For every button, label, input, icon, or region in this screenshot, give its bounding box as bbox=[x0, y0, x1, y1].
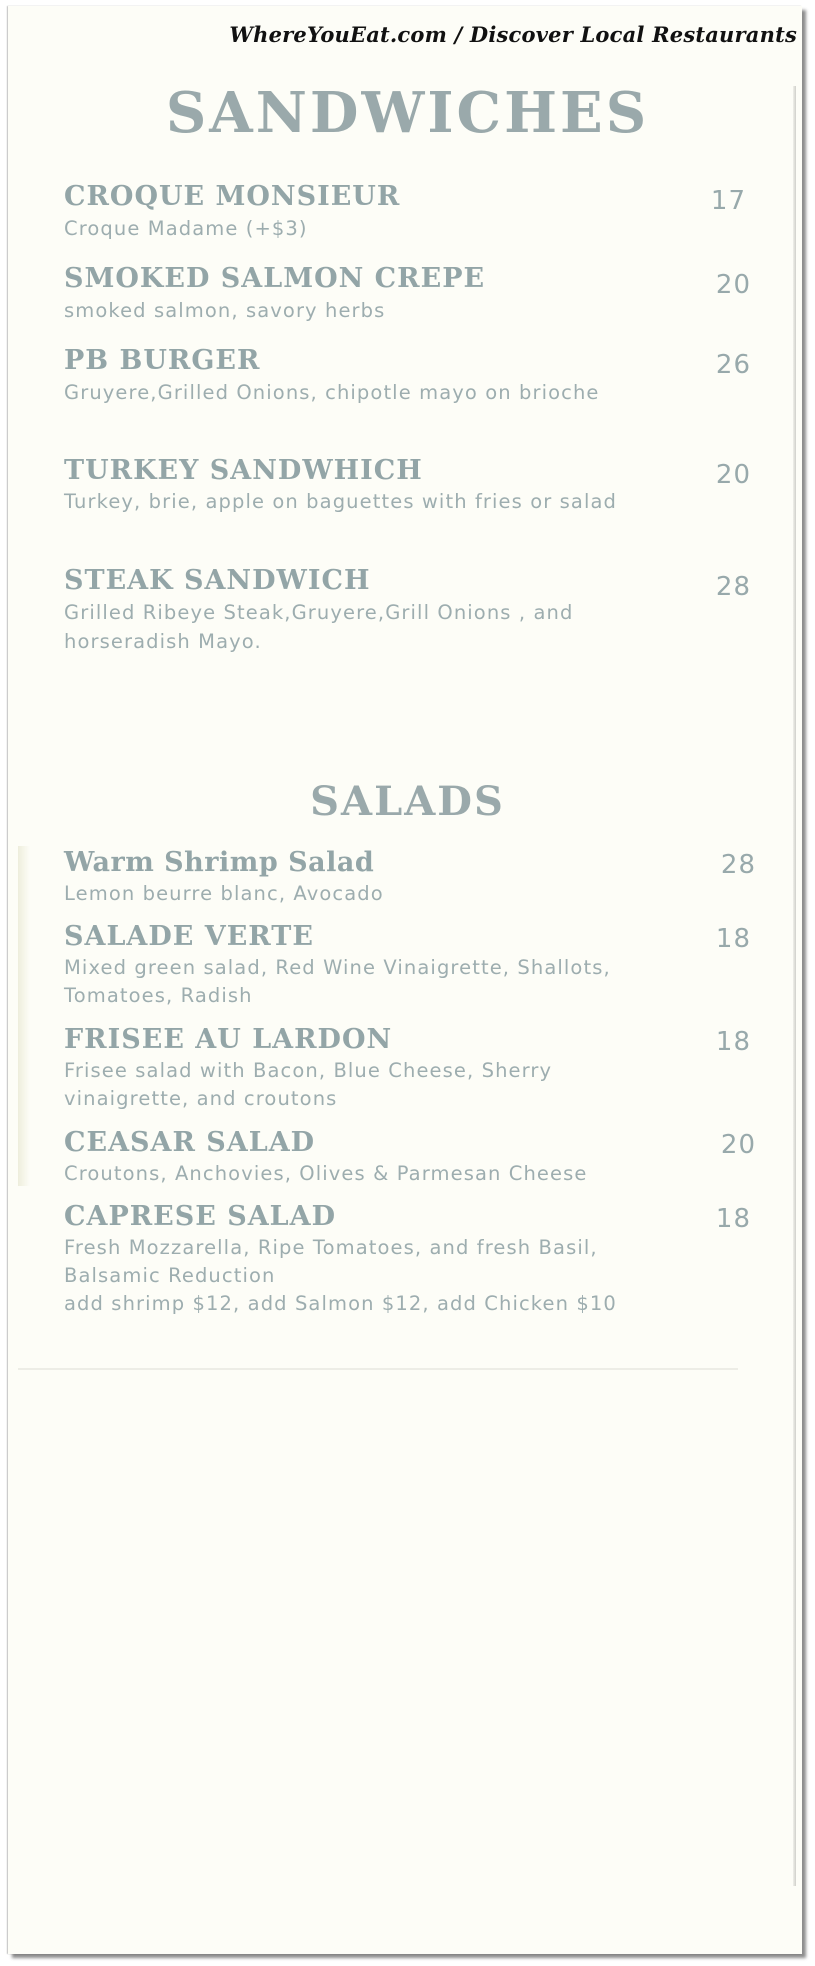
item-name: PB BURGER bbox=[64, 345, 261, 376]
sandwiches-heading: SANDWICHES bbox=[165, 80, 650, 146]
item-description: Croutons, Anchovies, Olives & Parmesan Cheese bbox=[64, 1162, 588, 1185]
item-name: SMOKED SALMON CREPE bbox=[64, 263, 486, 294]
item-price: 20 bbox=[720, 1130, 756, 1160]
item-price: 26 bbox=[715, 350, 751, 380]
item-price: 28 bbox=[715, 572, 751, 602]
menu-item-caprese-salad bbox=[64, 1200, 764, 1318]
item-price: 18 bbox=[715, 1204, 751, 1234]
item-price: 17 bbox=[710, 186, 746, 216]
fold-line bbox=[18, 1368, 738, 1370]
item-name: Warm Shrimp Salad bbox=[64, 847, 375, 878]
item-name: TURKEY SANDWHICH bbox=[64, 455, 423, 486]
item-name: STEAK SANDWICH bbox=[64, 565, 371, 596]
item-name: CEASAR SALAD bbox=[64, 1127, 316, 1158]
item-description: smoked salmon, savory herbs bbox=[64, 299, 386, 322]
item-description: Turkey, brie, apple on baguettes with fries or salad bbox=[64, 490, 618, 513]
item-description: Fresh Mozzarella, Ripe Tomatoes, and fresh Basil, Balsamic Reduction bbox=[64, 1236, 598, 1287]
item-price: 18 bbox=[715, 1027, 751, 1057]
menu-item-warm-shrimp-salad bbox=[64, 846, 764, 908]
item-description: Gruyere,Grilled Onions, chipotle mayo on brioche bbox=[64, 381, 600, 404]
site-watermark: WhereYouEat.com / Discover Local Restaurants bbox=[229, 22, 797, 47]
menu-item-salade-verte bbox=[64, 920, 764, 1010]
menu-item-frisee-au-lardon bbox=[64, 1023, 764, 1113]
menu-item-turkey-sandwhich bbox=[64, 454, 764, 516]
item-description: Mixed green salad, Red Wine Vinaigrette, Shallots, Tomatoes, Radish bbox=[64, 956, 611, 1007]
item-price: 20 bbox=[715, 270, 751, 300]
menu-item-ceasar-salad bbox=[64, 1126, 764, 1188]
item-price: 18 bbox=[715, 924, 751, 954]
salads-heading: SALADS bbox=[310, 778, 505, 825]
item-name: CROQUE MONSIEUR bbox=[64, 181, 401, 212]
menu-item-croque-monsieur bbox=[64, 180, 764, 243]
item-description: Croque Madame (+$3) bbox=[64, 217, 308, 240]
paper-stain bbox=[18, 846, 30, 1186]
menu-item-smoked-salmon-crepe bbox=[64, 262, 764, 325]
item-description: Frisee salad with Bacon, Blue Cheese, Sherry vinaigrette, and croutons bbox=[64, 1059, 553, 1110]
item-name: SALADE VERTE bbox=[64, 921, 314, 952]
page-edge-shadow bbox=[793, 86, 796, 1886]
item-name: FRISEE AU LARDON bbox=[64, 1024, 393, 1055]
item-price: 28 bbox=[720, 850, 756, 880]
item-price: 20 bbox=[715, 460, 751, 490]
item-name: CAPRESE SALAD bbox=[64, 1201, 337, 1232]
menu-item-steak-sandwich bbox=[64, 564, 764, 656]
menu-item-pb-burger bbox=[64, 344, 764, 407]
item-description: Grilled Ribeye Steak,Gruyere,Grill Onions , and horseradish Mayo. bbox=[64, 601, 574, 653]
item-description: Lemon beurre blanc, Avocado bbox=[64, 882, 384, 905]
add-protein-note: add shrimp $12, add Salmon $12, add Chicken $10 bbox=[64, 1292, 617, 1315]
